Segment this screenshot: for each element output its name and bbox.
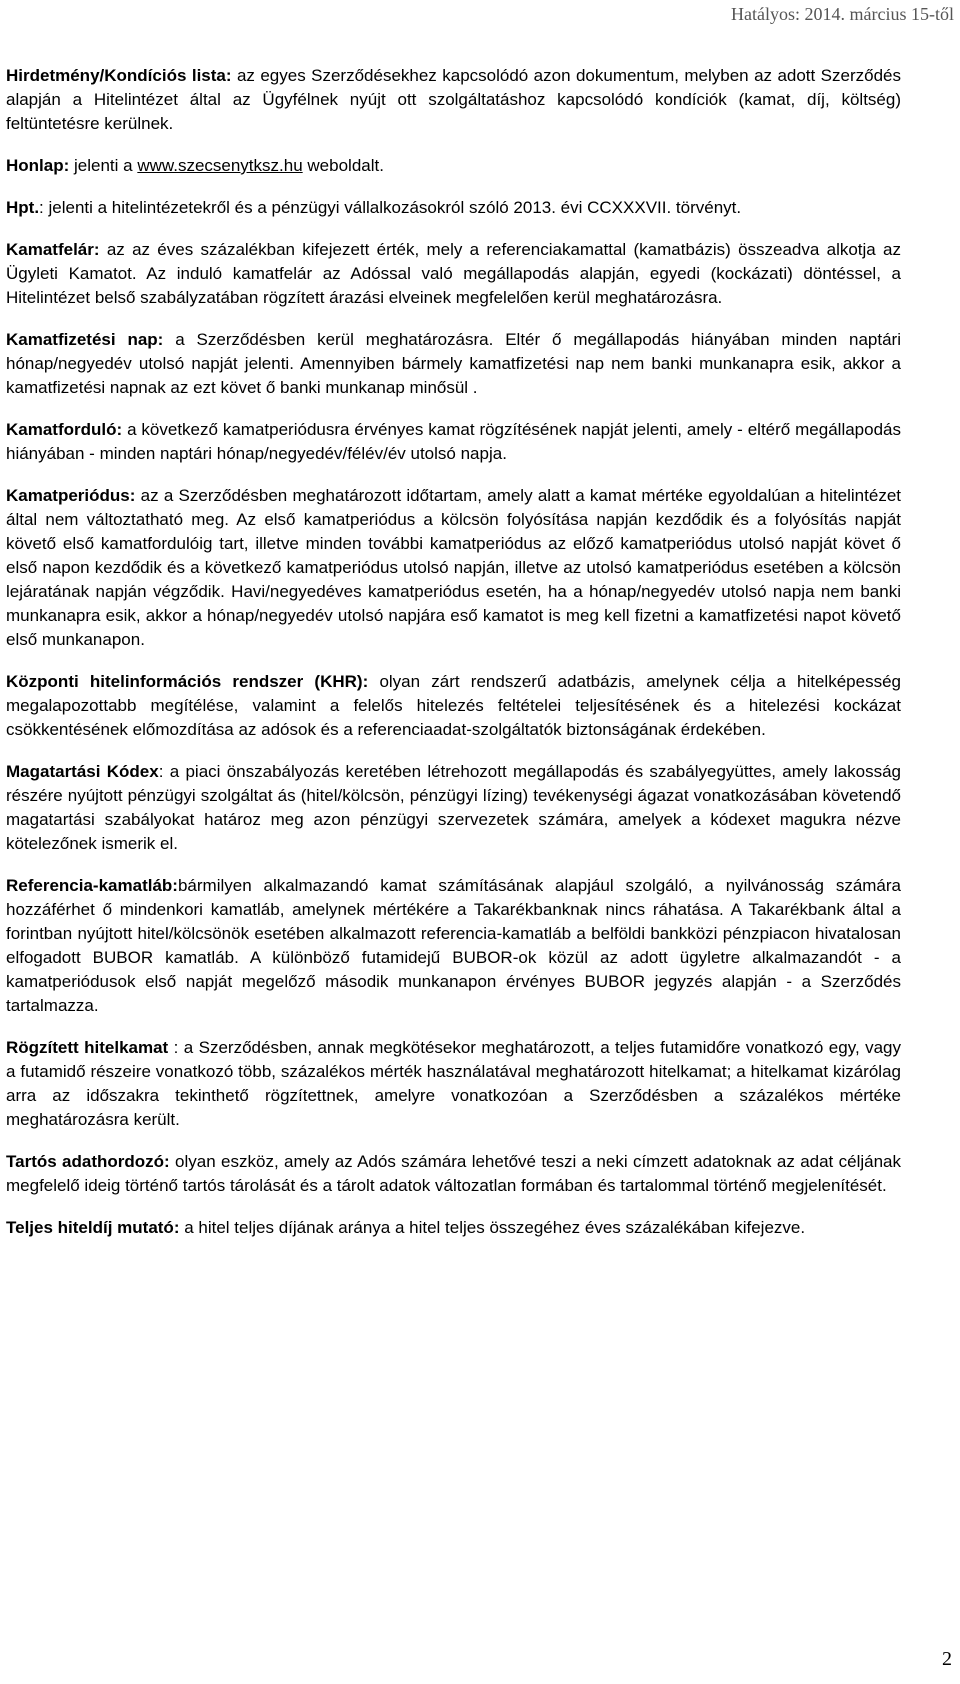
definition-rogzitett-hitelkamat bbox=[6, 1036, 901, 1132]
term: Hpt. bbox=[6, 198, 40, 217]
term: Tartós adathordozó: bbox=[6, 1152, 170, 1171]
definition-thm bbox=[6, 1216, 901, 1240]
definition-hirdetmeny bbox=[6, 64, 901, 136]
definition-tartos-adathordozo bbox=[6, 1150, 901, 1198]
definition-text: a hitel teljes díjának aránya a hitel teljes összegéhez éves százalékában kifejezve. bbox=[179, 1218, 806, 1237]
website-link[interactable]: www.szecsenytksz.hu bbox=[137, 156, 303, 175]
term: Teljes hiteldíj mutató: bbox=[6, 1218, 180, 1237]
definition-kamatfelar bbox=[6, 238, 901, 310]
definition-text: az az éves százalékban kifejezett érték, mely a referenciakamattal (kamatbázis) összeadva alkotja az Ügyleti Kamatot. Az induló kamatfelár az Adóssal való megállapodás alapján, egyedi (kockázati) döntéssel, a Hitelintézet belső szabályzatában rögzített árazási elveinek megfelelően kerül meghatározásra. bbox=[6, 240, 901, 307]
definition-text: olyan eszköz, amely az Adós számára lehetővé teszi a neki címzett adatoknak az adat céljának megfelelő ideig történő tartós tárolását és a tárolt adatok változatlan formában és tartalommal történő megjelenítését. bbox=[6, 1152, 901, 1195]
definition-kamatperiodus bbox=[6, 484, 901, 652]
definition-text: az egyes Szerződésekhez kapcsolódó azon dokumentum, melyben az adott Szerződés alapján a Hitelintézet által az Ügyfélnek nyújt ott szolgáltatáshoz kapcsolódó kondíciók (kamat, díj, költség) feltüntetésre kerülnek. bbox=[6, 66, 901, 133]
definition-text: a következő kamatperiódusra érvényes kamat rögzítésének napját jelenti, amely - eltérő megállapodás hiányában - minden naptári hónap/negyedév/félév/év utolsó napja. bbox=[6, 420, 901, 463]
definition-referencia-kamatlab bbox=[6, 874, 901, 1018]
definition-text: az a Szerződésben meghatározott időtartam, amely alatt a kamat mértéke egyoldalúan a hitelintézet által nem változtatható meg. Az első kamatperiódus a kölcsön folyósítása napján kezdődik és a folyósítás napját követő első kamatfordulóig tart, illetve minden további kamatperiódus az előző kamatperiódus utolsó napját követ ő első napon kezdődik és a következő kamatperiódus utolsó napján, illetve az utolsó kamatperiódus esetében a kölcsön lejáratának napján végződik. Havi/negyedéves kamatperiódus esetén, ha a hónap/negyedév utolsó napja nem banki munkanapra esik, akkor a hónap/negyedév utolsó napjára eső kamatot is meg kell fizetni a kamatfizetési napot követő első munkanapon. bbox=[6, 486, 901, 649]
term: Központi hitelinformációs rendszer (KHR): bbox=[6, 672, 369, 691]
definition-khr bbox=[6, 670, 901, 742]
document-body bbox=[6, 64, 901, 1258]
definition-text: : a piaci önszabályozás keretében létrehozott megállapodás és szabályegyüttes, amely lakosság részére nyújtott pénzügyi szolgáltat ás (hitel/kölcsön, pénzügyi lízing) tevékenységi ágazat vonatkozásában követendő magatartási szabályokat határoz meg azon pénzügyi szervezetek számára, amelyek a kódexet magukra nézve kötelezőnek ismerik el. bbox=[6, 762, 901, 853]
definition-text: : a Szerződésben, annak megkötésekor meghatározott, a teljes futamidőre vonatkozó egy, vagy a futamidő részeire vonatkozó több, százalékos mérték használatával meghatározott hitelkamat; a hitelkamat kizárólag arra az időszakra tekinthető rögzítettnek, amelyre vonatkozóan a Szerződésben a százalékos mértéke meghatározásra került. bbox=[6, 1038, 901, 1129]
term: Magatartási Kódex bbox=[6, 762, 159, 781]
definition-kamatfordulo bbox=[6, 418, 901, 466]
definition-text: a Szerződésben kerül meghatározásra. Eltér ő megállapodás hiányában minden naptári hónap/negyedév utolsó napját jelenti. Amennyiben bármely kamatfizetési nap nem banki munkanapra esik, akkor a kamatfizetési napnak az ezt követ ő banki munkanap minősül . bbox=[6, 330, 901, 397]
definition-honlap bbox=[6, 154, 901, 178]
page-number: 2 bbox=[942, 1648, 952, 1670]
term: Hirdetmény/Kondíciós lista: bbox=[6, 66, 232, 85]
page-header: Hatályos: 2014. március 15-től bbox=[731, 4, 954, 24]
term: Rögzített hitelkamat bbox=[6, 1038, 169, 1057]
definition-magatartasi-kodex bbox=[6, 760, 901, 856]
definition-kamatfizetesi-nap bbox=[6, 328, 901, 400]
definition-text: bármilyen alkalmazandó kamat számításának alapjául szolgáló, a nyilvánosság számára hozzáférhet ő mindenkori kamatláb, amelynek mértékére a Takarékbanknak nincs ráhatása. A Takarékbank által a forintban nyújtott hitel/kölcsönök esetében alkalmazott referencia-kamatláb a belföldi bankközi pénzpiacon hivatalosan elfogadott BUBOR kamatláb. A különböző futamidejű BUBOR-ok közül az adott ügyletre alkalmazandót - a kamatperiódusok első napját megelőző második munkanapon érvényes BUBOR jegyzés alapján - a Szerződés tartalmazza. bbox=[6, 876, 901, 1015]
term: Kamatforduló: bbox=[6, 420, 123, 439]
definition-text: weboldalt. bbox=[302, 156, 384, 175]
definition-hpt bbox=[6, 196, 901, 220]
definition-text: : jelenti a hitelintézetekről és a pénzügyi vállalkozásokról szóló 2013. évi CCXXXVII. törvényt. bbox=[39, 198, 742, 217]
term: Honlap: bbox=[6, 156, 70, 175]
definition-text: olyan zárt rendszerű adatbázis, amelynek célja a hitelképesség megalapozottabb megítélése, valamint a felelős hitelezés feltételei teljesítésének és a hitelezési kockázat csökkentésének előmozdítása az adósok és a referenciaadat-szolgáltatók biztonságának érdekében. bbox=[6, 672, 901, 739]
definition-text: jelenti a bbox=[69, 156, 138, 175]
term: Referencia-kamatláb: bbox=[6, 876, 178, 895]
term: Kamatfizetési nap: bbox=[6, 330, 164, 349]
term: Kamatperiódus: bbox=[6, 486, 136, 505]
term: Kamatfelár: bbox=[6, 240, 100, 259]
